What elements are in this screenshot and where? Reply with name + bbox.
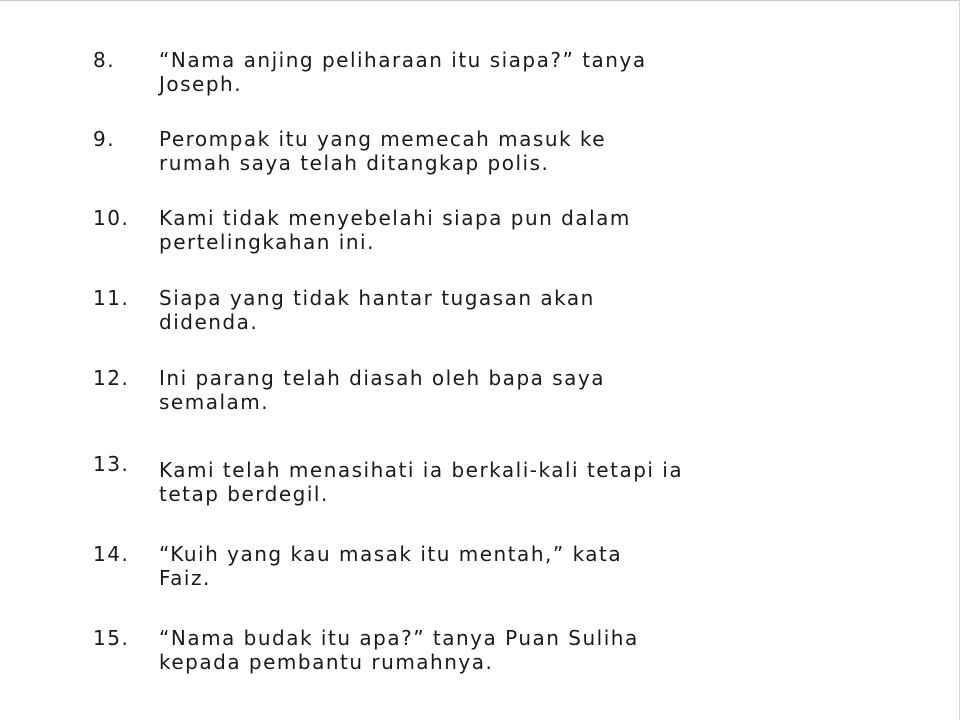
- question-number: 9.: [93, 127, 116, 151]
- question-text: [159, 286, 859, 334]
- question-line: semalam.: [159, 390, 270, 414]
- question-line: Joseph.: [159, 72, 243, 96]
- question-text: [159, 458, 859, 506]
- question-line: tetap berdegil.: [159, 482, 329, 506]
- question-number: 13.: [93, 452, 130, 476]
- question-line: Perompak itu yang memecah masuk ke: [159, 127, 607, 151]
- question-line: Kami telah menasihati ia berkali-kali tetapi ia: [159, 458, 684, 482]
- question-line: kepada pembantu rumahnya.: [159, 650, 494, 674]
- question-line: Faiz.: [159, 566, 211, 590]
- question-text: [159, 542, 859, 590]
- question-number: 12.: [93, 366, 130, 390]
- question-line: “Nama budak itu apa?” tanya Puan Suliha: [159, 626, 639, 650]
- question-line: “Kuih yang kau masak itu mentah,” kata: [159, 542, 623, 566]
- question-number: 10.: [93, 206, 130, 230]
- question-line: “Nama anjing peliharaan itu siapa?” tanya: [159, 48, 647, 72]
- question-line: Siapa yang tidak hantar tugasan akan: [159, 286, 595, 310]
- question-text: [159, 626, 859, 674]
- question-line: didenda.: [159, 310, 259, 334]
- question-number: 11.: [93, 286, 130, 310]
- question-line: pertelingkahan ini.: [159, 230, 375, 254]
- question-line: Kami tidak menyebelahi siapa pun dalam: [159, 206, 631, 230]
- question-text: [159, 206, 859, 254]
- question-number: 15.: [93, 626, 130, 650]
- question-number: 14.: [93, 542, 130, 566]
- question-text: [159, 127, 859, 175]
- question-line: Ini parang telah diasah oleh bapa saya: [159, 366, 606, 390]
- question-number: 8.: [93, 48, 116, 72]
- question-text: [159, 48, 859, 96]
- question-text: [159, 366, 859, 414]
- question-line: rumah saya telah ditangkap polis.: [159, 151, 550, 175]
